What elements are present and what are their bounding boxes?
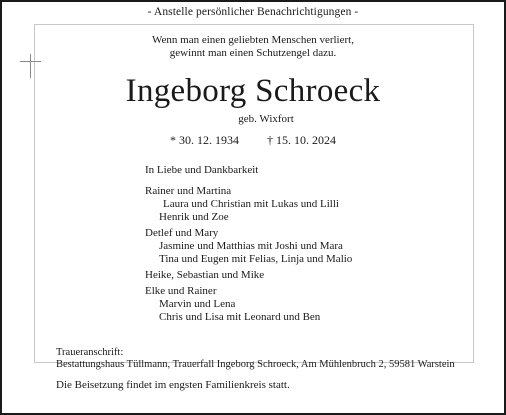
family-group	[145, 269, 352, 282]
family-group	[145, 227, 352, 266]
family-member: Jasmine und Matthias mit Joshi und Mara	[159, 240, 343, 252]
motto-line-2: gewinnt man einen Schutzengel dazu.	[169, 47, 337, 59]
family-list	[145, 164, 352, 327]
maiden-name: geb. Wixfort	[238, 113, 294, 125]
motto-line-1: Wenn man einen geliebten Menschen verliert,	[152, 34, 354, 46]
family-group-head: Elke und Rainer	[145, 285, 217, 297]
birth-date: * 30. 12. 1934	[170, 133, 239, 147]
funeral-note: Die Beisetzung findet im engsten Familienkreis statt.	[56, 379, 290, 391]
address-label: Traueranschrift:	[56, 347, 124, 358]
family-member: Marvin und Lena	[159, 298, 236, 310]
family-group	[145, 285, 352, 324]
family-member: Laura und Christian mit Lukas und Lilli	[163, 198, 339, 210]
family-group-head: Detlef und Mary	[145, 227, 219, 239]
family-member: Henrik und Zoe	[159, 211, 229, 223]
life-dates	[2, 133, 504, 148]
family-intro: In Liebe und Dankbarkeit	[145, 164, 259, 176]
funeral-address	[56, 347, 455, 371]
notice-header: - Anstelle persönlicher Benachrichtigungen -	[147, 6, 359, 18]
motto	[2, 34, 504, 60]
cross-horizontal-bar	[20, 61, 41, 62]
family-group	[145, 185, 352, 224]
family-member: Tina und Eugen mit Felias, Linja und Malio	[159, 253, 353, 265]
death-date: † 15. 10. 2024	[267, 133, 336, 147]
family-group-head: Heike, Sebastian und Mike	[145, 269, 265, 281]
address-text: Bestattungshaus Tüllmann, Trauerfall Ingeborg Schroeck, Am Mühlenbruch 2, 59581 Warstein	[56, 359, 455, 370]
family-member: Chris und Lisa mit Leonard und Ben	[159, 311, 321, 323]
family-group-head: Rainer und Martina	[145, 185, 232, 197]
deceased-name: Ingeborg Schroeck	[125, 73, 381, 109]
